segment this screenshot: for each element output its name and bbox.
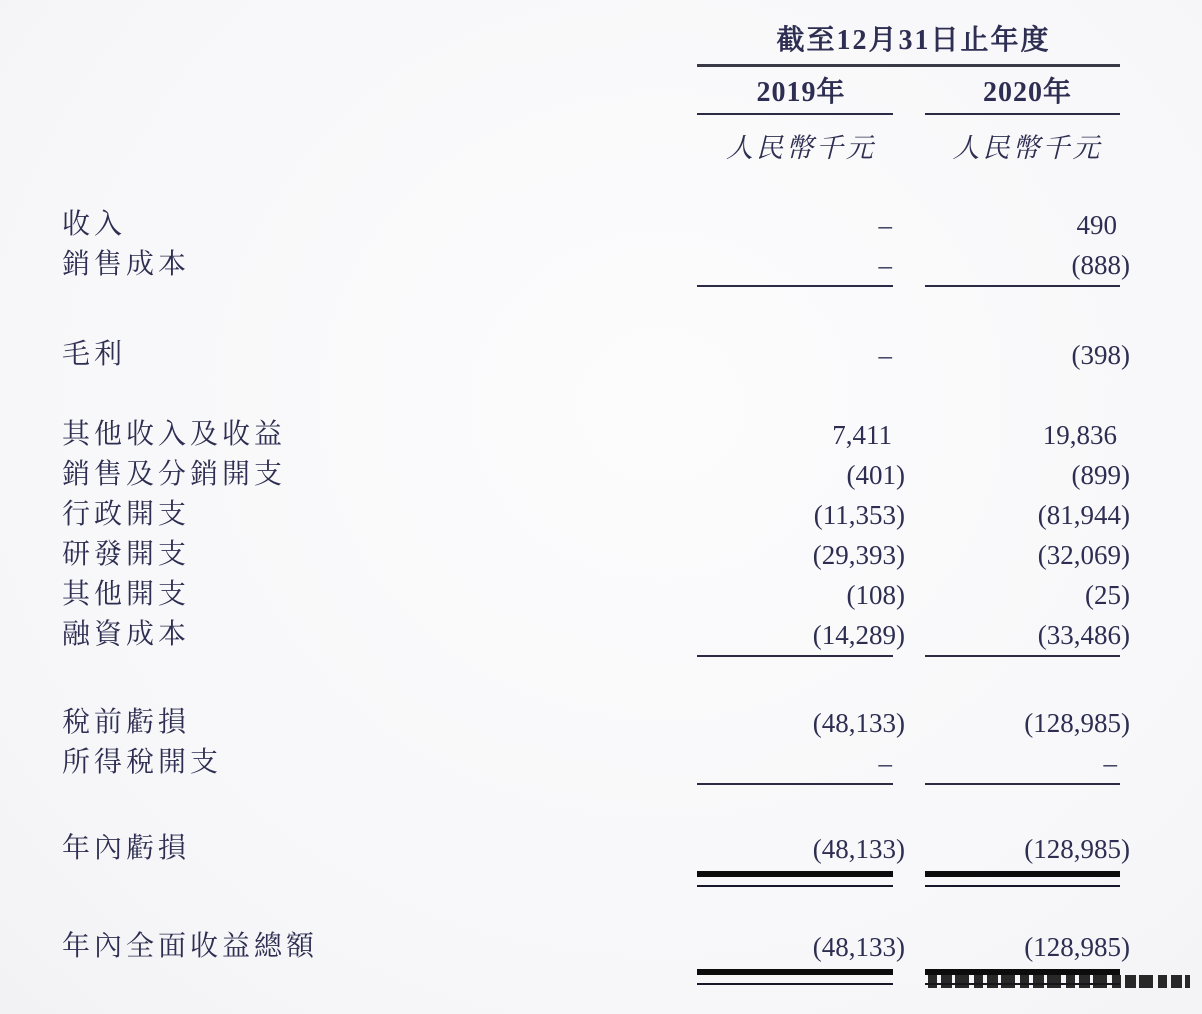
value-2020: 19,836 bbox=[1042, 420, 1117, 450]
single-rule bbox=[925, 285, 1120, 287]
value-2019: – bbox=[878, 210, 892, 240]
value-2020: (25) bbox=[1085, 580, 1130, 610]
row-label: 銷售成本 bbox=[62, 249, 191, 280]
table-row bbox=[62, 743, 1202, 783]
value-2019: (48,133) bbox=[812, 708, 905, 738]
column-header-2020: 2020年 bbox=[982, 77, 1072, 108]
table-row bbox=[62, 495, 1202, 535]
row-label: 研發開支 bbox=[62, 539, 191, 570]
value-2020: (899) bbox=[1071, 460, 1130, 490]
table-row bbox=[62, 927, 1202, 967]
table-row bbox=[62, 829, 1202, 869]
row-label: 其他收入及收益 bbox=[62, 419, 287, 450]
table-row bbox=[62, 455, 1202, 495]
value-2019: (11,353) bbox=[813, 500, 905, 530]
table-row bbox=[62, 615, 1202, 655]
period-header: 截至12月31日止年度 bbox=[776, 25, 1051, 56]
value-2020: (128,985) bbox=[1024, 932, 1130, 962]
single-rule bbox=[697, 655, 893, 657]
row-label: 收入 bbox=[62, 209, 127, 240]
value-2019: (14,289) bbox=[812, 620, 905, 650]
unit-row bbox=[62, 115, 1202, 175]
value-2020: (32,069) bbox=[1037, 540, 1130, 570]
value-2020: 490 bbox=[1076, 210, 1117, 240]
value-2020: (33,486) bbox=[1037, 620, 1130, 650]
value-2020: (398) bbox=[1071, 340, 1130, 370]
unit-label-2020: 人民幣千元 bbox=[952, 132, 1103, 163]
double-rule bbox=[697, 969, 893, 985]
clipped-watermark bbox=[928, 975, 1190, 988]
table-row bbox=[62, 535, 1202, 575]
table-row bbox=[62, 335, 1202, 375]
double-rule bbox=[925, 871, 1120, 887]
column-header-2019: 2019年 bbox=[756, 77, 846, 108]
table-row bbox=[62, 575, 1202, 615]
row-label: 融資成本 bbox=[62, 619, 191, 650]
row-label: 年內虧損 bbox=[62, 833, 191, 864]
value-2019: (29,393) bbox=[812, 540, 905, 570]
value-2019: – bbox=[878, 748, 892, 778]
table-row bbox=[62, 245, 1202, 285]
row-label: 稅前虧損 bbox=[62, 707, 191, 738]
table-header bbox=[62, 0, 1202, 64]
value-2020: (81,944) bbox=[1037, 500, 1130, 530]
table-row bbox=[62, 415, 1202, 455]
table-row bbox=[62, 703, 1202, 743]
row-label: 年內全面收益總額 bbox=[62, 931, 319, 962]
row-label: 行政開支 bbox=[62, 499, 191, 530]
value-2019: – bbox=[878, 250, 892, 280]
row-label: 毛利 bbox=[62, 339, 127, 370]
value-2019: (48,133) bbox=[812, 834, 905, 864]
row-label: 銷售及分銷開支 bbox=[62, 459, 287, 490]
value-2020: (128,985) bbox=[1024, 834, 1130, 864]
year-header-row bbox=[62, 67, 1202, 113]
double-rule bbox=[697, 871, 893, 887]
value-2019: – bbox=[878, 340, 892, 370]
single-rule bbox=[697, 113, 893, 115]
value-2019: (108) bbox=[846, 580, 905, 610]
value-2020: (888) bbox=[1071, 250, 1130, 280]
single-rule bbox=[697, 783, 893, 785]
value-2020: (128,985) bbox=[1024, 708, 1130, 738]
table-row bbox=[62, 205, 1202, 245]
unit-label-2019: 人民幣千元 bbox=[726, 132, 876, 163]
single-rule bbox=[925, 113, 1120, 115]
value-2019: (48,133) bbox=[812, 932, 905, 962]
single-rule bbox=[925, 655, 1120, 657]
value-2019: 7,411 bbox=[832, 420, 892, 450]
value-2020: – bbox=[1103, 748, 1117, 778]
row-label: 所得稅開支 bbox=[62, 747, 223, 778]
value-2019: (401) bbox=[846, 460, 905, 490]
row-label: 其他開支 bbox=[62, 579, 191, 610]
single-rule bbox=[697, 285, 893, 287]
single-rule bbox=[925, 783, 1120, 785]
